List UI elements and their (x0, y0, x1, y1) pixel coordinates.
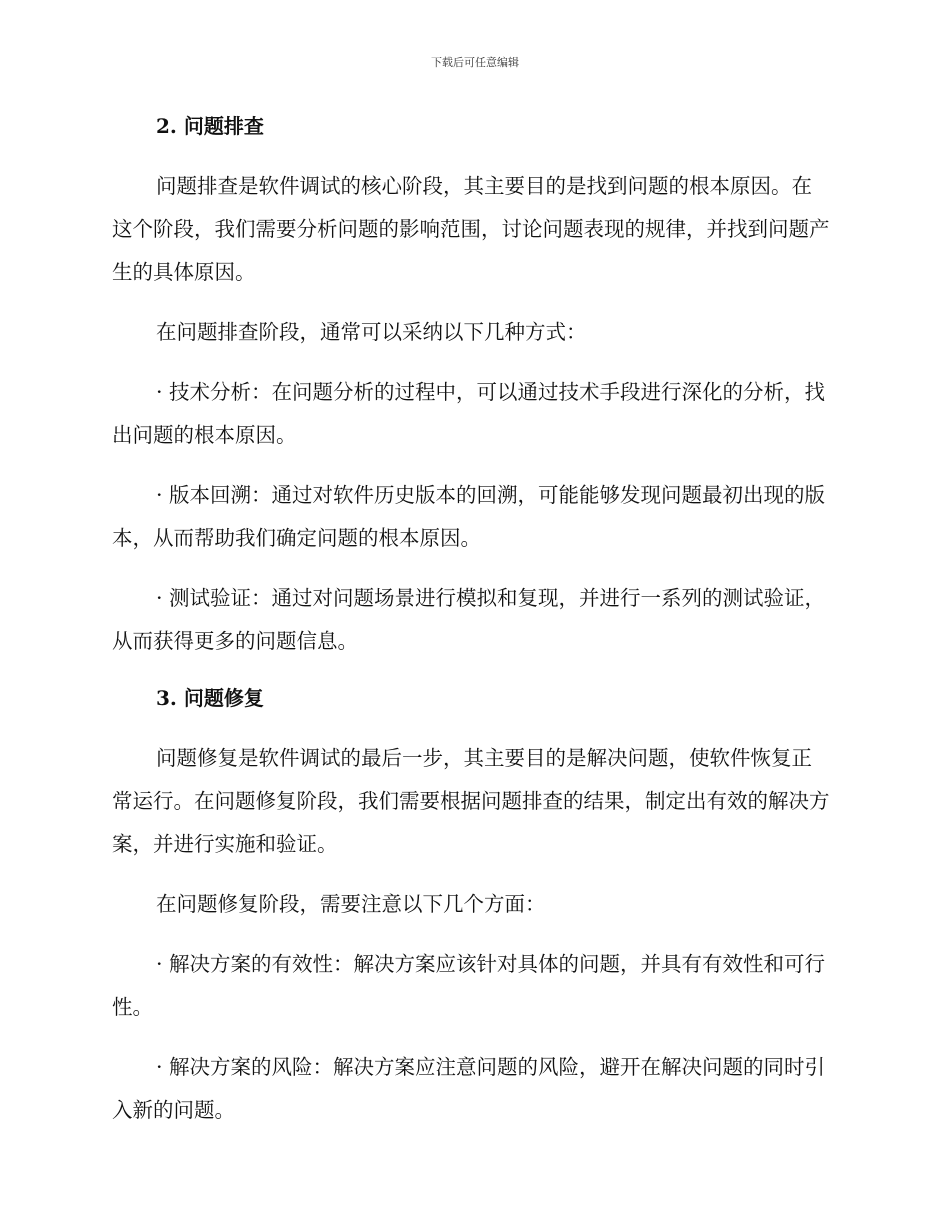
list-item: · 测试验证：通过对问题场景进行模拟和复现，并进行一系列的测试验证，从而获得更多的问题信息。 (112, 586, 826, 653)
list-item: · 技术分析：在问题分析的过程中，可以通过技术手段进行深化的分析，找出问题的根本原因。 (112, 380, 826, 447)
section-heading: 3. 问题修复 (156, 686, 264, 710)
paragraph: 问题修复是软件调试的最后一步，其主要目的是解决问题，使软件恢复正常运行。在问题修复阶段，我们需要根据问题排查的结果，制定出有效的解决方案，并进行实施和验证。 (112, 746, 830, 856)
document-body (112, 108, 832, 1149)
page-header: 下载后可任意编辑 (431, 56, 519, 69)
section-heading: 2. 问题排查 (156, 114, 264, 138)
paragraph: 在问题修复阶段，需要注意以下几个方面： (156, 892, 546, 916)
list-item: · 版本回溯：通过对软件历史版本的回溯，可能能够发现问题最初出现的版本，从而帮助我们确定问题的根本原因。 (112, 483, 826, 550)
list-item: · 解决方案的风险：解决方案应注意问题的风险，避开在解决问题的同时引入新的问题。 (112, 1055, 826, 1122)
paragraph: 问题排查是软件调试的核心阶段，其主要目的是找到问题的根本原因。在这个阶段，我们需要分析问题的影响范围，讨论问题表现的规律，并找到问题产生的具体原因。 (112, 174, 830, 284)
list-item: · 解决方案的有效性：解决方案应该针对具体的问题，并具有有效性和可行性。 (112, 952, 826, 1019)
paragraph: 在问题排查阶段，通常可以采纳以下几种方式： (156, 320, 587, 344)
